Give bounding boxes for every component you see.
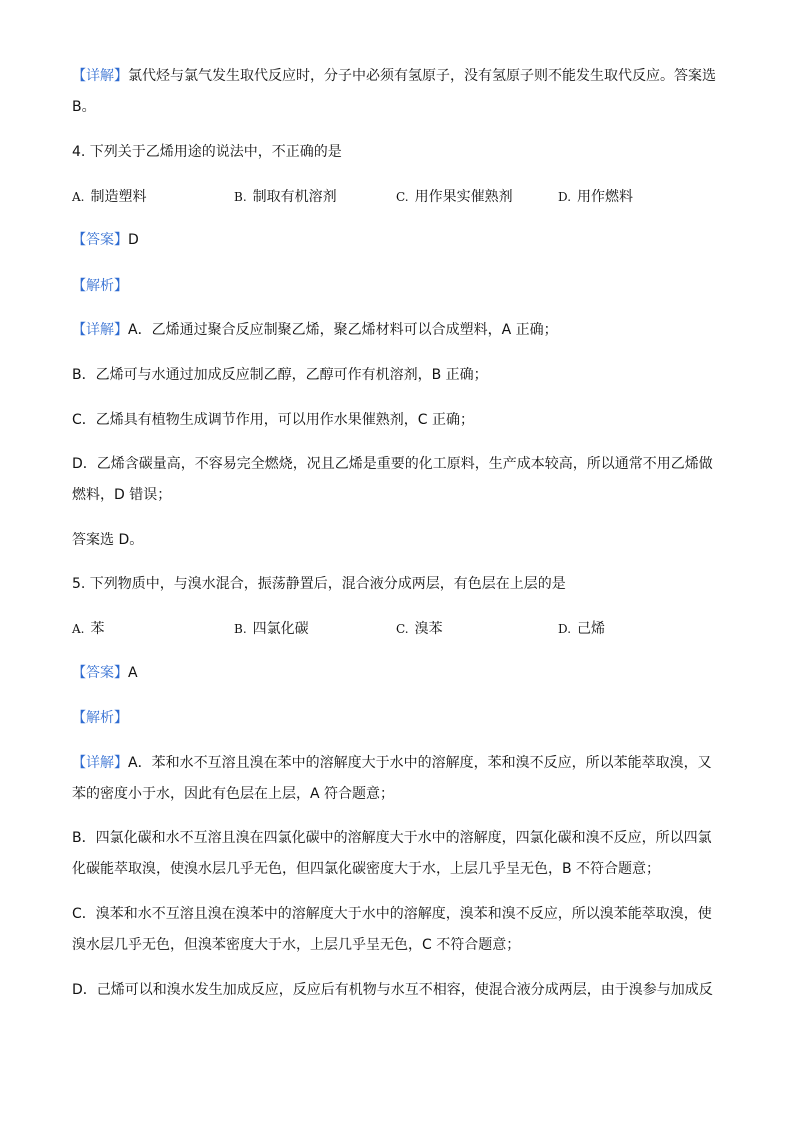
q5-detail-c-line-1: C．溴苯和水不互溶且溴在溴苯中的溶解度大于水中的溶解度，溴苯和溴不反应，所以溴苯能萃取溴，使: [72, 906, 712, 922]
q5-detail-a-line-1: [72, 753, 732, 773]
q4-answer: [72, 230, 732, 250]
q4-detail-a: [72, 320, 732, 340]
q5-stem: 5. 下列物质中，与溴水混合，振荡静置后，混合液分成两层，有色层在上层的是: [72, 576, 566, 592]
q3-detail-line-2: B。: [72, 99, 96, 115]
q5-answer: [72, 663, 732, 683]
q5-analysis-tag: [72, 708, 732, 728]
option-text: 四氯化碳: [252, 621, 309, 637]
answer-tag: 【答案】: [72, 232, 128, 248]
q5-detail-b-line-1: B．四氯化碳和水不互溶且溴在四氯化碳中的溶解度大于水中的溶解度，四氯化碳和溴不反应，所以四氯: [72, 830, 712, 846]
q5-detail-a-line-2: 苯的密度小于水，因此有色层在上层，A 符合题意；: [72, 786, 395, 802]
option-letter: D.: [558, 190, 572, 204]
q5-detail-d-line-1: D．己烯可以和溴水发生加成反应，反应后有机物与水互不相容，使混合液分成两层，由于溴参与加成反: [72, 982, 713, 998]
option-text: 溴苯: [414, 621, 443, 637]
q4-option-a: [72, 187, 146, 207]
option-letter: A.: [72, 190, 85, 204]
q5-detail-b-line-2: 化碳能萃取溴，使溴水层几乎无色，但四氯化碳密度大于水，上层几乎呈无色，B 不符合题意；: [72, 861, 661, 877]
option-letter: C.: [396, 622, 409, 636]
detail-tag: 【详解】: [72, 68, 128, 84]
option-letter: B.: [234, 622, 247, 636]
option-text: 用作燃料: [577, 189, 634, 205]
q5-option-b: [234, 619, 309, 639]
q4-conclusion: 答案选 D。: [72, 532, 144, 548]
option-text: 己烯: [577, 621, 606, 637]
detail-text: A．乙烯通过聚合反应制聚乙烯，聚乙烯材料可以合成塑料，A 正确；: [128, 322, 558, 338]
option-text: 苯: [90, 621, 105, 637]
q4-option-c: [396, 187, 513, 207]
detail-tag: 【详解】: [72, 755, 128, 771]
detail-text: 氯代烃与氯气发生取代反应时，分子中必须有氢原子，没有氢原子则不能发生取代反应。答案选: [128, 68, 716, 84]
q4-analysis-tag: [72, 276, 732, 296]
option-text: 制造塑料: [90, 189, 147, 205]
analysis-tag: 【解析】: [72, 278, 128, 294]
detail-text: A．苯和水不互溶且溴在苯中的溶解度大于水中的溶解度，苯和溴不反应，所以苯能萃取溴，又: [128, 755, 712, 771]
option-letter: A.: [72, 622, 85, 636]
q4-stem: 4. 下列关于乙烯用途的说法中，不正确的是: [72, 144, 342, 160]
q4-detail-c: C．乙烯具有植物生成调节作用，可以用作水果催熟剂，C 正确；: [72, 412, 474, 428]
q4-detail-d-line-1: D．乙烯含碳量高，不容易完全燃烧，况且乙烯是重要的化工原料，生产成本较高，所以通常不用乙烯做: [72, 456, 713, 472]
answer-value: D: [128, 232, 139, 248]
q4-option-d: [558, 187, 633, 207]
answer-value: A: [128, 665, 138, 681]
option-letter: D.: [558, 622, 572, 636]
option-text: 制取有机溶剂: [252, 189, 337, 205]
answer-tag: 【答案】: [72, 665, 128, 681]
q4-detail-d-line-2: 燃料，D 错误；: [72, 487, 172, 503]
analysis-tag: 【解析】: [72, 710, 128, 726]
q5-detail-c-line-2: 溴水层几乎无色，但溴苯密度大于水，上层几乎呈无色，C 不符合题意；: [72, 937, 521, 953]
option-letter: B.: [234, 190, 247, 204]
q5-option-c: [396, 619, 443, 639]
q5-option-a: [72, 619, 104, 639]
q4-detail-b: B．乙烯可与水通过加成反应制乙醇，乙醇可作有机溶剂，B 正确；: [72, 367, 488, 383]
q4-option-b: [234, 187, 337, 207]
option-text: 用作果实催熟剂: [414, 189, 513, 205]
q5-option-d: [558, 619, 605, 639]
option-letter: C.: [396, 190, 409, 204]
q3-detail-line-1: [72, 66, 732, 86]
detail-tag: 【详解】: [72, 322, 128, 338]
